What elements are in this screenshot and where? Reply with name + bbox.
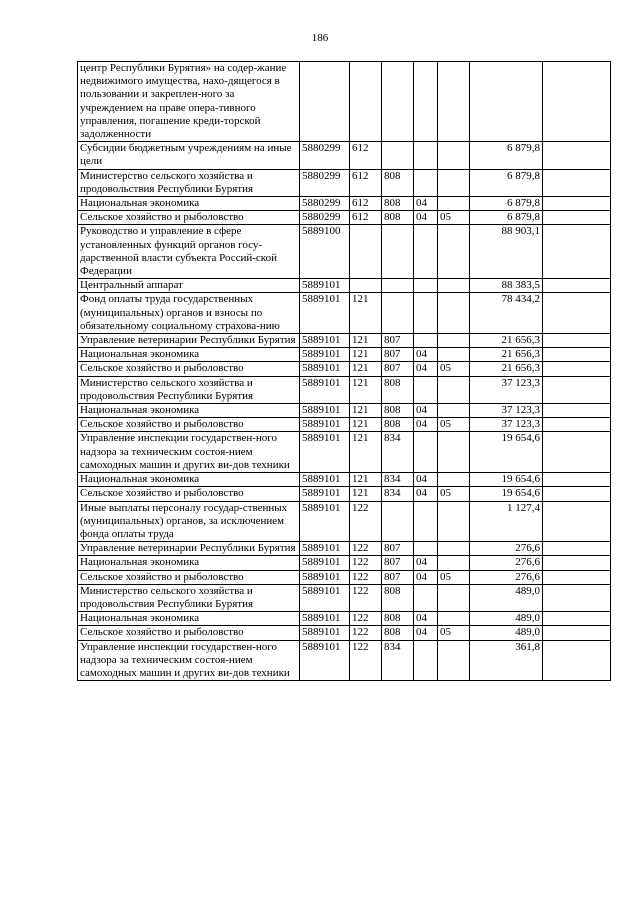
expense-type-cell bbox=[350, 225, 382, 279]
subsection-cell bbox=[438, 197, 470, 211]
subsection-cell bbox=[438, 640, 470, 681]
table-row bbox=[78, 542, 611, 556]
page-number: 186 bbox=[311, 32, 329, 44]
subsection-cell bbox=[438, 584, 470, 611]
section-cell bbox=[414, 376, 438, 403]
table-row bbox=[78, 473, 611, 487]
amount-cell: 489,0 bbox=[470, 612, 543, 626]
target-code-cell: 5880299 bbox=[300, 211, 350, 225]
target-code-cell: 5889101 bbox=[300, 279, 350, 293]
row-name-cell: Министерство сельского хозяйства и продовольствия Республики Бурятия bbox=[78, 584, 300, 611]
expense-type-cell: 121 bbox=[350, 348, 382, 362]
section-cell bbox=[414, 334, 438, 348]
table-row bbox=[78, 225, 611, 279]
row-name-cell: Фонд оплаты труда государственных (муниципальных) органов и взносы по обязательному социальному страхова-нию bbox=[78, 293, 300, 334]
ministry-code-cell bbox=[382, 62, 414, 142]
table-row bbox=[78, 211, 611, 225]
row-name-cell: Управление ветеринарии Республики Бурятия bbox=[78, 334, 300, 348]
subsection-cell: 05 bbox=[438, 487, 470, 501]
ministry-code-cell: 807 bbox=[382, 556, 414, 570]
extra-cell bbox=[543, 62, 611, 142]
section-cell bbox=[414, 501, 438, 542]
subsection-cell bbox=[438, 432, 470, 473]
ministry-code-cell bbox=[382, 279, 414, 293]
ministry-code-cell: 808 bbox=[382, 626, 414, 640]
extra-cell bbox=[543, 348, 611, 362]
section-cell: 04 bbox=[414, 473, 438, 487]
table-row bbox=[78, 404, 611, 418]
row-name-cell: Сельское хозяйство и рыболовство bbox=[78, 418, 300, 432]
target-code-cell: 5889101 bbox=[300, 293, 350, 334]
amount-cell: 37 123,3 bbox=[470, 376, 543, 403]
subsection-cell bbox=[438, 556, 470, 570]
amount-cell: 88 383,5 bbox=[470, 279, 543, 293]
amount-cell: 19 654,6 bbox=[470, 473, 543, 487]
amount-cell: 489,0 bbox=[470, 584, 543, 611]
row-name-cell: Руководство и управление в сфере установленных функций органов госу-дарственной власти субъекта Россий-ской Федерации bbox=[78, 225, 300, 279]
expense-type-cell: 122 bbox=[350, 556, 382, 570]
target-code-cell: 5889100 bbox=[300, 225, 350, 279]
amount-cell: 19 654,6 bbox=[470, 487, 543, 501]
subsection-cell bbox=[438, 62, 470, 142]
target-code-cell: 5889101 bbox=[300, 584, 350, 611]
budget-table bbox=[77, 61, 611, 681]
expense-type-cell: 122 bbox=[350, 501, 382, 542]
ministry-code-cell: 808 bbox=[382, 404, 414, 418]
subsection-cell bbox=[438, 376, 470, 403]
ministry-code-cell bbox=[382, 501, 414, 542]
table-row bbox=[78, 570, 611, 584]
expense-type-cell: 122 bbox=[350, 584, 382, 611]
subsection-cell: 05 bbox=[438, 570, 470, 584]
extra-cell bbox=[543, 584, 611, 611]
subsection-cell bbox=[438, 293, 470, 334]
expense-type-cell bbox=[350, 62, 382, 142]
row-name-cell: Сельское хозяйство и рыболовство bbox=[78, 362, 300, 376]
target-code-cell: 5889101 bbox=[300, 487, 350, 501]
subsection-cell: 05 bbox=[438, 418, 470, 432]
ministry-code-cell: 807 bbox=[382, 362, 414, 376]
row-name-cell: Национальная экономика bbox=[78, 612, 300, 626]
section-cell bbox=[414, 432, 438, 473]
extra-cell bbox=[543, 197, 611, 211]
expense-type-cell: 121 bbox=[350, 432, 382, 473]
section-cell bbox=[414, 169, 438, 196]
ministry-code-cell: 808 bbox=[382, 612, 414, 626]
amount-cell: 78 434,2 bbox=[470, 293, 543, 334]
amount-cell: 361,8 bbox=[470, 640, 543, 681]
extra-cell bbox=[543, 542, 611, 556]
expense-type-cell: 121 bbox=[350, 418, 382, 432]
table-row bbox=[78, 362, 611, 376]
row-name-cell: Управление инспекции государствен-ного надзора за техническим состоя-нием самоходных машин и других ви-дов техники bbox=[78, 640, 300, 681]
row-name-cell: Национальная экономика bbox=[78, 556, 300, 570]
extra-cell bbox=[543, 612, 611, 626]
table-row bbox=[78, 626, 611, 640]
ministry-code-cell: 807 bbox=[382, 542, 414, 556]
expense-type-cell: 122 bbox=[350, 542, 382, 556]
target-code-cell: 5889101 bbox=[300, 640, 350, 681]
section-cell bbox=[414, 62, 438, 142]
expense-type-cell: 612 bbox=[350, 142, 382, 169]
extra-cell bbox=[543, 640, 611, 681]
expense-type-cell: 612 bbox=[350, 211, 382, 225]
table-row bbox=[78, 432, 611, 473]
extra-cell bbox=[543, 487, 611, 501]
ministry-code-cell: 807 bbox=[382, 348, 414, 362]
ministry-code-cell: 807 bbox=[382, 334, 414, 348]
subsection-cell bbox=[438, 142, 470, 169]
target-code-cell: 5889101 bbox=[300, 542, 350, 556]
extra-cell bbox=[543, 169, 611, 196]
subsection-cell: 05 bbox=[438, 626, 470, 640]
ministry-code-cell: 808 bbox=[382, 376, 414, 403]
amount-cell: 21 656,3 bbox=[470, 334, 543, 348]
extra-cell bbox=[543, 556, 611, 570]
expense-type-cell: 121 bbox=[350, 362, 382, 376]
section-cell: 04 bbox=[414, 570, 438, 584]
subsection-cell bbox=[438, 612, 470, 626]
row-name-cell: Субсидии бюджетным учреждениям на иные цели bbox=[78, 142, 300, 169]
amount-cell: 19 654,6 bbox=[470, 432, 543, 473]
extra-cell bbox=[543, 334, 611, 348]
expense-type-cell: 121 bbox=[350, 487, 382, 501]
ministry-code-cell: 834 bbox=[382, 487, 414, 501]
ministry-code-cell bbox=[382, 142, 414, 169]
ministry-code-cell: 808 bbox=[382, 584, 414, 611]
subsection-cell bbox=[438, 473, 470, 487]
row-name-cell: Иные выплаты персоналу государ-ственных (муниципальных) органов, за исключением фонда оплаты труда bbox=[78, 501, 300, 542]
table-row bbox=[78, 612, 611, 626]
target-code-cell: 5889101 bbox=[300, 556, 350, 570]
section-cell: 04 bbox=[414, 404, 438, 418]
section-cell bbox=[414, 584, 438, 611]
amount-cell: 88 903,1 bbox=[470, 225, 543, 279]
section-cell: 04 bbox=[414, 362, 438, 376]
table-row bbox=[78, 142, 611, 169]
section-cell: 04 bbox=[414, 211, 438, 225]
table-row bbox=[78, 376, 611, 403]
subsection-cell bbox=[438, 542, 470, 556]
row-name-cell: Национальная экономика bbox=[78, 473, 300, 487]
row-name-cell: Национальная экономика bbox=[78, 197, 300, 211]
expense-type-cell: 122 bbox=[350, 570, 382, 584]
row-name-cell: Центральный аппарат bbox=[78, 279, 300, 293]
expense-type-cell: 121 bbox=[350, 473, 382, 487]
amount-cell: 37 123,3 bbox=[470, 418, 543, 432]
expense-type-cell: 121 bbox=[350, 334, 382, 348]
section-cell bbox=[414, 279, 438, 293]
section-cell bbox=[414, 225, 438, 279]
table-row bbox=[78, 169, 611, 196]
extra-cell bbox=[543, 279, 611, 293]
section-cell: 04 bbox=[414, 612, 438, 626]
section-cell: 04 bbox=[414, 626, 438, 640]
section-cell bbox=[414, 142, 438, 169]
table-row bbox=[78, 197, 611, 211]
table-row bbox=[78, 640, 611, 681]
expense-type-cell: 612 bbox=[350, 197, 382, 211]
extra-cell bbox=[543, 142, 611, 169]
subsection-cell: 05 bbox=[438, 362, 470, 376]
amount-cell: 276,6 bbox=[470, 570, 543, 584]
table-row bbox=[78, 348, 611, 362]
row-name-cell: Министерство сельского хозяйства и продовольствия Республики Бурятия bbox=[78, 376, 300, 403]
subsection-cell bbox=[438, 279, 470, 293]
extra-cell bbox=[543, 418, 611, 432]
target-code-cell: 5889101 bbox=[300, 570, 350, 584]
target-code-cell: 5889101 bbox=[300, 626, 350, 640]
extra-cell bbox=[543, 626, 611, 640]
extra-cell bbox=[543, 225, 611, 279]
ministry-code-cell: 808 bbox=[382, 418, 414, 432]
section-cell: 04 bbox=[414, 487, 438, 501]
table-body bbox=[78, 62, 611, 681]
amount-cell bbox=[470, 62, 543, 142]
row-name-cell: центр Республики Бурятия» на содер-жание недвижимого имущества, нахо-дящегося в пользовании и закреплен-ного за учреждением на праве опера-тивного управления, погашение креди-торской задолженности bbox=[78, 62, 300, 142]
target-code-cell: 5889101 bbox=[300, 362, 350, 376]
expense-type-cell: 122 bbox=[350, 626, 382, 640]
target-code-cell: 5880299 bbox=[300, 142, 350, 169]
amount-cell: 276,6 bbox=[470, 542, 543, 556]
ministry-code-cell: 808 bbox=[382, 169, 414, 196]
ministry-code-cell: 834 bbox=[382, 432, 414, 473]
extra-cell bbox=[543, 501, 611, 542]
target-code-cell: 5889101 bbox=[300, 404, 350, 418]
subsection-cell bbox=[438, 501, 470, 542]
ministry-code-cell: 808 bbox=[382, 197, 414, 211]
subsection-cell bbox=[438, 169, 470, 196]
expense-type-cell: 121 bbox=[350, 376, 382, 403]
section-cell: 04 bbox=[414, 197, 438, 211]
target-code-cell: 5889101 bbox=[300, 501, 350, 542]
target-code-cell: 5880299 bbox=[300, 169, 350, 196]
extra-cell bbox=[543, 570, 611, 584]
amount-cell: 21 656,3 bbox=[470, 362, 543, 376]
amount-cell: 1 127,4 bbox=[470, 501, 543, 542]
ministry-code-cell: 834 bbox=[382, 473, 414, 487]
row-name-cell: Сельское хозяйство и рыболовство bbox=[78, 487, 300, 501]
row-name-cell: Национальная экономика bbox=[78, 348, 300, 362]
expense-type-cell bbox=[350, 279, 382, 293]
amount-cell: 6 879,8 bbox=[470, 142, 543, 169]
table-row bbox=[78, 279, 611, 293]
expense-type-cell: 121 bbox=[350, 293, 382, 334]
table-row bbox=[78, 584, 611, 611]
row-name-cell: Управление инспекции государствен-ного надзора за техническим состоя-нием самоходных машин и других ви-дов техники bbox=[78, 432, 300, 473]
row-name-cell: Сельское хозяйство и рыболовство bbox=[78, 211, 300, 225]
ministry-code-cell: 834 bbox=[382, 640, 414, 681]
subsection-cell bbox=[438, 404, 470, 418]
table-row bbox=[78, 418, 611, 432]
ministry-code-cell bbox=[382, 293, 414, 334]
table-row bbox=[78, 487, 611, 501]
target-code-cell: 5889101 bbox=[300, 612, 350, 626]
row-name-cell: Министерство сельского хозяйства и продовольствия Республики Бурятия bbox=[78, 169, 300, 196]
subsection-cell: 05 bbox=[438, 211, 470, 225]
row-name-cell: Национальная экономика bbox=[78, 404, 300, 418]
row-name-cell: Сельское хозяйство и рыболовство bbox=[78, 626, 300, 640]
amount-cell: 6 879,8 bbox=[470, 211, 543, 225]
target-code-cell bbox=[300, 62, 350, 142]
extra-cell bbox=[543, 404, 611, 418]
extra-cell bbox=[543, 376, 611, 403]
section-cell bbox=[414, 542, 438, 556]
table-row bbox=[78, 556, 611, 570]
row-name-cell: Сельское хозяйство и рыболовство bbox=[78, 570, 300, 584]
target-code-cell: 5880299 bbox=[300, 197, 350, 211]
ministry-code-cell bbox=[382, 225, 414, 279]
table-row bbox=[78, 62, 611, 142]
amount-cell: 21 656,3 bbox=[470, 348, 543, 362]
ministry-code-cell: 808 bbox=[382, 211, 414, 225]
target-code-cell: 5889101 bbox=[300, 334, 350, 348]
section-cell: 04 bbox=[414, 418, 438, 432]
table-row bbox=[78, 334, 611, 348]
section-cell: 04 bbox=[414, 556, 438, 570]
subsection-cell bbox=[438, 334, 470, 348]
table-row bbox=[78, 293, 611, 334]
expense-type-cell: 122 bbox=[350, 640, 382, 681]
table-row bbox=[78, 501, 611, 542]
target-code-cell: 5889101 bbox=[300, 348, 350, 362]
row-name-cell: Управление ветеринарии Республики Бурятия bbox=[78, 542, 300, 556]
extra-cell bbox=[543, 473, 611, 487]
expense-type-cell: 612 bbox=[350, 169, 382, 196]
ministry-code-cell: 807 bbox=[382, 570, 414, 584]
extra-cell bbox=[543, 211, 611, 225]
amount-cell: 37 123,3 bbox=[470, 404, 543, 418]
extra-cell bbox=[543, 362, 611, 376]
amount-cell: 489,0 bbox=[470, 626, 543, 640]
target-code-cell: 5889101 bbox=[300, 376, 350, 403]
amount-cell: 276,6 bbox=[470, 556, 543, 570]
amount-cell: 6 879,8 bbox=[470, 197, 543, 211]
section-cell bbox=[414, 293, 438, 334]
extra-cell bbox=[543, 432, 611, 473]
subsection-cell bbox=[438, 348, 470, 362]
target-code-cell: 5889101 bbox=[300, 473, 350, 487]
expense-type-cell: 122 bbox=[350, 612, 382, 626]
target-code-cell: 5889101 bbox=[300, 432, 350, 473]
amount-cell: 6 879,8 bbox=[470, 169, 543, 196]
section-cell: 04 bbox=[414, 348, 438, 362]
target-code-cell: 5889101 bbox=[300, 418, 350, 432]
expense-type-cell: 121 bbox=[350, 404, 382, 418]
extra-cell bbox=[543, 293, 611, 334]
section-cell bbox=[414, 640, 438, 681]
subsection-cell bbox=[438, 225, 470, 279]
